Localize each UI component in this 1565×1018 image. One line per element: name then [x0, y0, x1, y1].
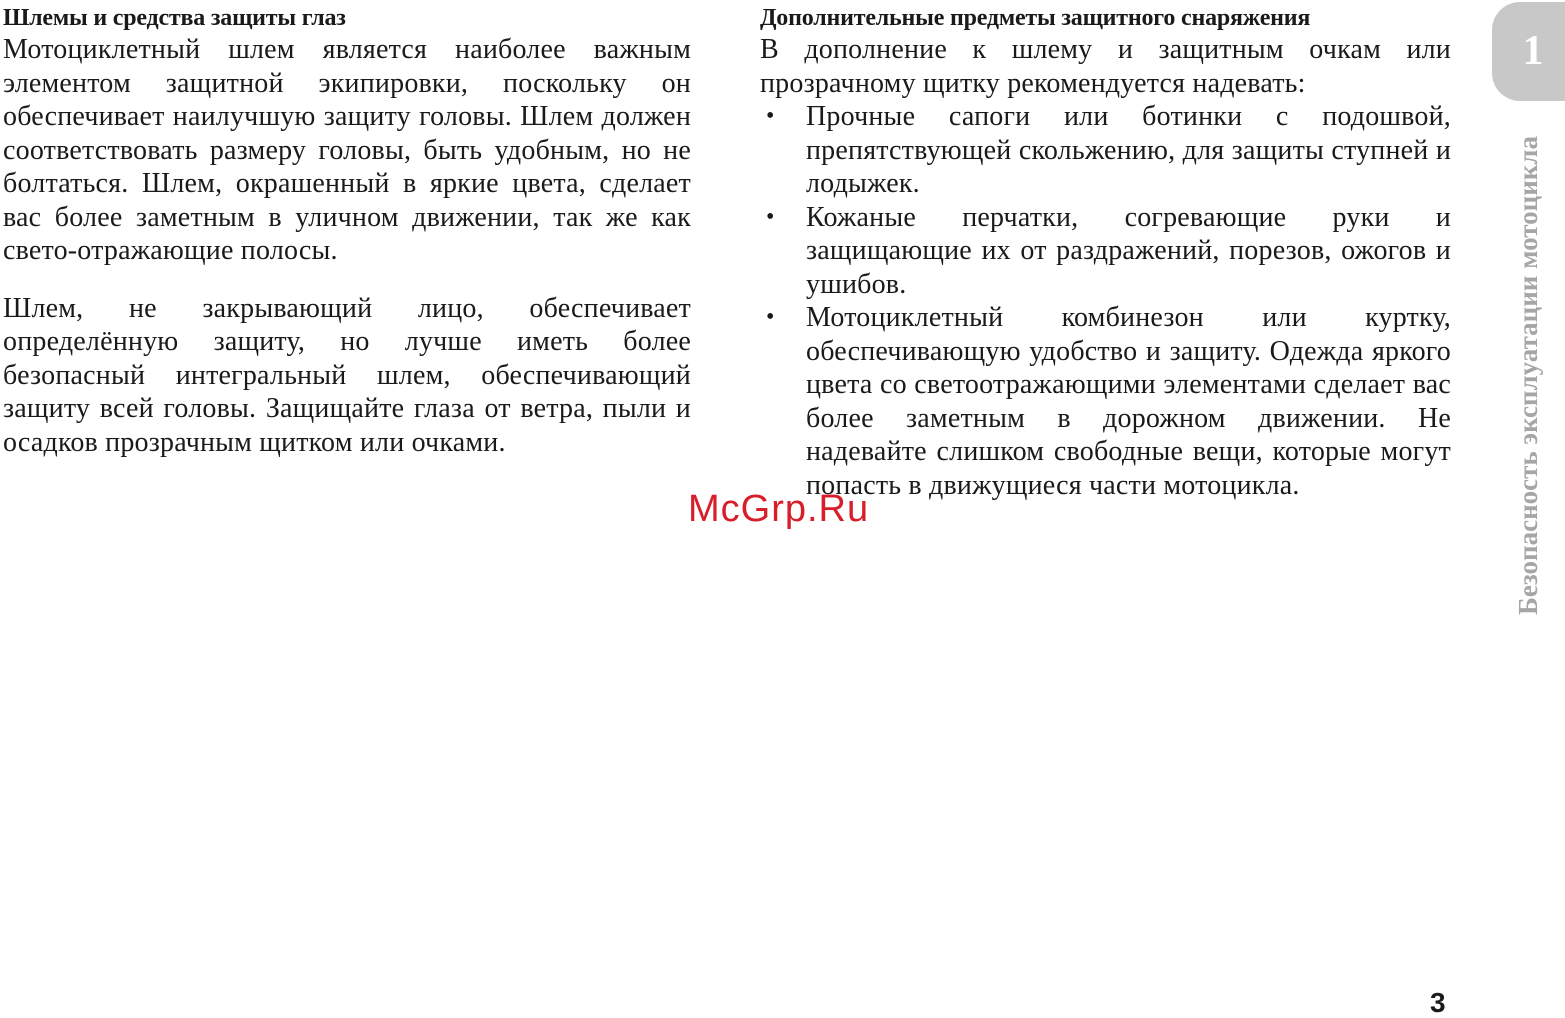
paragraph: Мотоциклетный шлем является наиболее важным элементом защитной экипировки, поскольку он обеспечивает наилучшую защиту головы. Шлем должен соответствовать размеру головы, быть удобным, но не болтаться. Шлем, окрашенный в яркие цвета, сделает вас более заметным в уличном движении, так же как свето-отражающие полосы.: [3, 34, 691, 266]
paragraph: Шлем, не закрывающий лицо, обеспечивает определённую защиту, но лучше иметь более безопасный интегральный шлем, обеспечивающий защиту всей головы. Защищайте глаза от ветра, пыли и осадков прозрачным щитком или очками.: [3, 292, 691, 458]
bullet-icon: •: [766, 304, 775, 330]
bullet-icon: •: [766, 203, 775, 230]
chapter-side-title: Безопасность эксплуатации мотоцикла: [1513, 136, 1543, 615]
right-column: [760, 0, 1451, 502]
chapter-number: 1: [1522, 28, 1544, 74]
list-item: [760, 301, 1451, 502]
section-heading-extra-gear: Дополнительные предметы защитного снаряжения: [760, 5, 1311, 31]
gear-list: [760, 100, 1451, 502]
page-number: 3: [1430, 987, 1446, 1018]
left-column: [3, 0, 691, 459]
list-item-text: Мотоциклетный комбинезон или куртку, обеспечивающую удобство и защиту. Одежда яркого цвета со светоотражающими элементами сделает вас более заметным в дорожном движении. Не надевайте слишком свободные вещи, которые могут попасть в движущиеся части мотоцикла.: [806, 302, 1451, 501]
list-item: [760, 201, 1451, 302]
intro-paragraph: В дополнение к шлему и защитным очкам или прозрачному щитку рекомендуется надевать:: [760, 34, 1451, 99]
watermark: McGrp.Ru: [688, 488, 870, 530]
list-item-text: Прочные сапоги или ботинки с подошвой, препятствующей скольжению, для защиты ступней и лодыжек.: [806, 101, 1451, 199]
bullet-icon: •: [766, 103, 775, 129]
section-heading-helmets: Шлемы и средства защиты глаз: [3, 5, 346, 31]
list-item-text: Кожаные перчатки, согревающие руки и защищающие их от раздражений, порезов, ожогов и ушибов.: [806, 201, 1451, 300]
list-item: [760, 100, 1451, 201]
